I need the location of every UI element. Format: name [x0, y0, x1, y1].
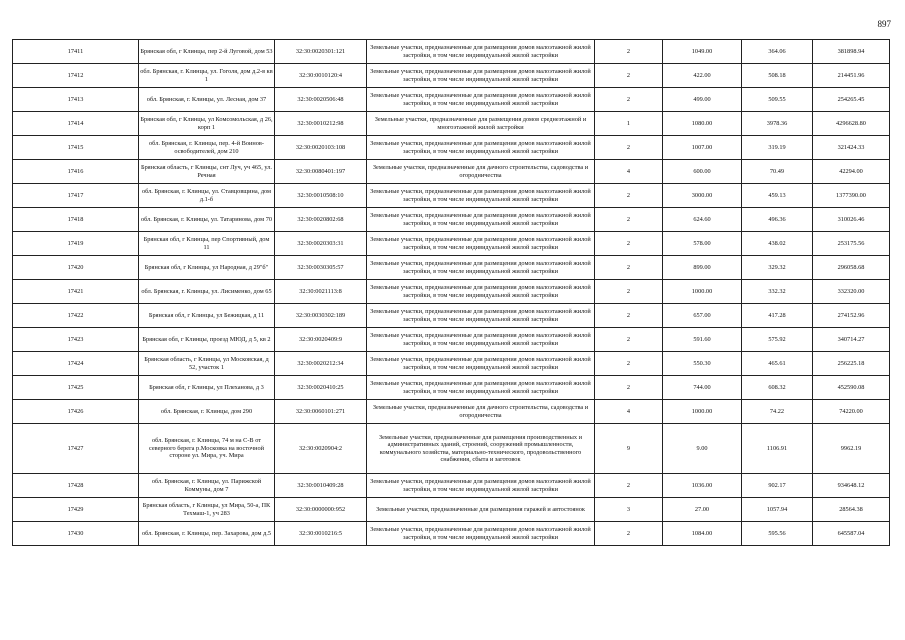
row-id-cell: 17412 — [13, 64, 139, 88]
area-cell: 899.00 — [663, 256, 742, 280]
land-use-cell: Земельные участки, предназначенные для размещения гаражей и автостоянок — [367, 498, 595, 522]
land-use-cell: Земельные участки, предназначенные для размещения домов малоэтажной жилой застройки, в том числе индивидуальной жилой застройки — [367, 208, 595, 232]
cadastral-number-cell: 32:30:0060101:271 — [275, 400, 367, 424]
row-id-cell: 17420 — [13, 256, 139, 280]
cadastral-number-cell: 32:30:0020410:25 — [275, 376, 367, 400]
land-use-cell: Земельные участки, предназначенные для размещения домов малоэтажной жилой застройки, в том числе индивидуальной жилой застройки — [367, 474, 595, 498]
land-use-cell: Земельные участки, предназначенные для размещения домов малоэтажной жилой застройки, в том числе индивидуальной жилой застройки — [367, 280, 595, 304]
group-cell: 9 — [595, 424, 663, 474]
address-cell: обл. Брянская, г. Клинцы, пер. 4-й Воинов-освободителей, дом 210 — [139, 136, 275, 160]
cadastral-number-cell: 32:30:0010216:5 — [275, 522, 367, 546]
cadastral-registry-table — [12, 39, 890, 546]
cadastral-value-cell: 296058.68 — [813, 256, 890, 280]
table-row — [13, 400, 890, 424]
address-cell: Брянская обл, г Клинцы, ул Плеханова, д 3 — [139, 376, 275, 400]
specific-value-cell: 509.55 — [742, 88, 813, 112]
row-id-cell: 17427 — [13, 424, 139, 474]
address-cell: обл. Брянская, г. Клинцы, дом 290 — [139, 400, 275, 424]
land-use-cell: Земельные участки, предназначенные для размещения производственных и административных зданий, строений, сооружений промышленности, коммунального хозяйства, материально-технического, продовольственного снабжения, сбыта и заготовок — [367, 424, 595, 474]
specific-value-cell: 595.56 — [742, 522, 813, 546]
cadastral-number-cell: 32:30:0080401:197 — [275, 160, 367, 184]
cadastral-number-cell: 32:30:0030302:189 — [275, 304, 367, 328]
address-cell: Брянская обл, г Клинцы, проезд МЮД, д 5, кв 2 — [139, 328, 275, 352]
table-row — [13, 424, 890, 474]
address-cell: обл. Брянская, г. Клинцы, ул. Лесная, дом 37 — [139, 88, 275, 112]
table-row — [13, 498, 890, 522]
specific-value-cell: 902.17 — [742, 474, 813, 498]
cadastral-value-cell: 254265.45 — [813, 88, 890, 112]
row-id-cell: 17429 — [13, 498, 139, 522]
table-row — [13, 232, 890, 256]
area-cell: 550.30 — [663, 352, 742, 376]
cadastral-number-cell: 32:30:0010212:98 — [275, 112, 367, 136]
cadastral-value-cell: 274152.96 — [813, 304, 890, 328]
area-cell: 1007.00 — [663, 136, 742, 160]
specific-value-cell: 364.06 — [742, 40, 813, 64]
address-cell: Брянская обл, г Клинцы, ул Комсомольская, д 26, корп 1 — [139, 112, 275, 136]
table-row — [13, 208, 890, 232]
group-cell: 2 — [595, 304, 663, 328]
group-cell: 2 — [595, 280, 663, 304]
land-use-cell: Земельные участки, предназначенные для размещения домов малоэтажной жилой застройки, в том числе индивидуальной жилой застройки — [367, 64, 595, 88]
land-use-cell: Земельные участки, предназначенные для размещения домов малоэтажной жилой застройки, в том числе индивидуальной жилой застройки — [367, 328, 595, 352]
group-cell: 2 — [595, 184, 663, 208]
cadastral-number-cell: 32:30:0020212:34 — [275, 352, 367, 376]
address-cell: Брянская обл, г Клинцы, пер Спортивный, дом 11 — [139, 232, 275, 256]
specific-value-cell: 319.19 — [742, 136, 813, 160]
group-cell: 2 — [595, 88, 663, 112]
area-cell: 657.00 — [663, 304, 742, 328]
area-cell: 600.00 — [663, 160, 742, 184]
cadastral-value-cell: 4296628.80 — [813, 112, 890, 136]
table-row — [13, 304, 890, 328]
area-cell: 3000.00 — [663, 184, 742, 208]
group-cell: 2 — [595, 474, 663, 498]
table-row — [13, 88, 890, 112]
cadastral-number-cell: 32:30:0020802:68 — [275, 208, 367, 232]
cadastral-value-cell: 340714.27 — [813, 328, 890, 352]
address-cell: Брянская область, г Клинцы, ул Мира, 50-а, ПК Техмаш-1, уч 283 — [139, 498, 275, 522]
row-id-cell: 17423 — [13, 328, 139, 352]
group-cell: 2 — [595, 352, 663, 376]
cadastral-value-cell: 74220.00 — [813, 400, 890, 424]
address-cell: обл. Брянская, г. Клинцы, ул. Парижской Коммуны, дом 7 — [139, 474, 275, 498]
cadastral-number-cell: 32:30:0020301:121 — [275, 40, 367, 64]
specific-value-cell: 74.22 — [742, 400, 813, 424]
area-cell: 9.00 — [663, 424, 742, 474]
group-cell: 1 — [595, 112, 663, 136]
specific-value-cell: 508.18 — [742, 64, 813, 88]
address-cell: обл. Брянская, г. Клинцы, 74 м на С-В от северного берега р.Московка на восточной стороне ул. Мира, уч. Мира — [139, 424, 275, 474]
group-cell: 3 — [595, 498, 663, 522]
specific-value-cell: 1057.94 — [742, 498, 813, 522]
cadastral-number-cell: 32:30:0010120:4 — [275, 64, 367, 88]
table-row — [13, 328, 890, 352]
land-use-cell: Земельные участки, предназначенные для размещения домов малоэтажной жилой застройки, в том числе индивидуальной жилой застройки — [367, 376, 595, 400]
specific-value-cell: 329.32 — [742, 256, 813, 280]
row-id-cell: 17426 — [13, 400, 139, 424]
table-row — [13, 160, 890, 184]
row-id-cell: 17425 — [13, 376, 139, 400]
address-cell: обл. Брянская, г. Клинцы, ул. Лисименко, дом 65 — [139, 280, 275, 304]
group-cell: 2 — [595, 232, 663, 256]
address-cell: обл. Брянская, г. Клинцы, пер. Захарова, дом д.5 — [139, 522, 275, 546]
address-cell: Брянская обл, г Клинцы, ул Народная, д 29"б" — [139, 256, 275, 280]
address-cell: Брянская обл, г Клинцы, ул Бежицкая, д 11 — [139, 304, 275, 328]
area-cell: 1000.00 — [663, 280, 742, 304]
land-use-cell: Земельные участки, предназначенные для размещения домов малоэтажной жилой застройки, в том числе индивидуальной жилой застройки — [367, 304, 595, 328]
land-use-cell: Земельные участки, предназначенные для размещения домов малоэтажной жилой застройки, в том числе индивидуальной жилой застройки — [367, 256, 595, 280]
area-cell: 27.00 — [663, 498, 742, 522]
land-use-cell: Земельные участки, предназначенные для размещения домов малоэтажной жилой застройки, в том числе индивидуальной жилой застройки — [367, 136, 595, 160]
cadastral-number-cell: 32:30:0010409:28 — [275, 474, 367, 498]
table-row — [13, 136, 890, 160]
area-cell: 578.00 — [663, 232, 742, 256]
address-cell: Брянская область, г Клинцы, ул Московская, д 52, участок 1 — [139, 352, 275, 376]
cadastral-number-cell: 32:30:0020103:108 — [275, 136, 367, 160]
specific-value-cell: 496.36 — [742, 208, 813, 232]
group-cell: 2 — [595, 256, 663, 280]
group-cell: 2 — [595, 136, 663, 160]
specific-value-cell: 70.49 — [742, 160, 813, 184]
area-cell: 591.60 — [663, 328, 742, 352]
table-row — [13, 184, 890, 208]
land-use-cell: Земельные участки, предназначенные для дачного строительства, садоводства и огородничества — [367, 160, 595, 184]
table-row — [13, 40, 890, 64]
specific-value-cell: 459.13 — [742, 184, 813, 208]
table-row — [13, 64, 890, 88]
cadastral-number-cell: 32:30:0020506:48 — [275, 88, 367, 112]
group-cell: 4 — [595, 400, 663, 424]
row-id-cell: 17416 — [13, 160, 139, 184]
area-cell: 1000.00 — [663, 400, 742, 424]
area-cell: 624.60 — [663, 208, 742, 232]
land-use-cell: Земельные участки, предназначенные для размещения домов малоэтажной жилой застройки, в том числе индивидуальной жилой застройки — [367, 40, 595, 64]
row-id-cell: 17419 — [13, 232, 139, 256]
row-id-cell: 17415 — [13, 136, 139, 160]
cadastral-value-cell: 1377390.00 — [813, 184, 890, 208]
address-cell: Брянская обл, г Клинцы, пер 2-й Луговой, дом 53 — [139, 40, 275, 64]
area-cell: 499.00 — [663, 88, 742, 112]
group-cell: 2 — [595, 328, 663, 352]
address-cell: Брянская область, г Клинцы, снт Луч, уч 465, ул. Речная — [139, 160, 275, 184]
group-cell: 2 — [595, 376, 663, 400]
row-id-cell: 17430 — [13, 522, 139, 546]
row-id-cell: 17421 — [13, 280, 139, 304]
address-cell: обл. Брянская, г. Клинцы, ул. Татаринова, дом 70 — [139, 208, 275, 232]
row-id-cell: 17418 — [13, 208, 139, 232]
specific-value-cell: 3978.36 — [742, 112, 813, 136]
specific-value-cell: 438.02 — [742, 232, 813, 256]
cadastral-number-cell: 32:30:0000000:952 — [275, 498, 367, 522]
cadastral-value-cell: 42294.00 — [813, 160, 890, 184]
group-cell: 2 — [595, 64, 663, 88]
cadastral-value-cell: 9962.19 — [813, 424, 890, 474]
land-use-cell: Земельные участки, предназначенные для размещения домов малоэтажной жилой застройки, в том числе индивидуальной жилой застройки — [367, 352, 595, 376]
cadastral-value-cell: 253175.56 — [813, 232, 890, 256]
group-cell: 2 — [595, 522, 663, 546]
cadastral-number-cell: 32:30:0010508:10 — [275, 184, 367, 208]
land-use-cell: Земельные участки, предназначенные для размещения домов малоэтажной жилой застройки, в том числе индивидуальной жилой застройки — [367, 232, 595, 256]
cadastral-number-cell: 32:30:0020904:2 — [275, 424, 367, 474]
area-cell: 1084.00 — [663, 522, 742, 546]
row-id-cell: 17422 — [13, 304, 139, 328]
cadastral-value-cell: 310026.46 — [813, 208, 890, 232]
table-row — [13, 256, 890, 280]
area-cell: 422.00 — [663, 64, 742, 88]
table-row — [13, 112, 890, 136]
address-cell: обл. Брянская, г. Клинцы, ул. Ставцовщина, дом д.1-б — [139, 184, 275, 208]
table-row — [13, 280, 890, 304]
cadastral-number-cell: 32:30:0020303:31 — [275, 232, 367, 256]
specific-value-cell: 1106.91 — [742, 424, 813, 474]
table-row — [13, 376, 890, 400]
cadastral-value-cell: 28564.38 — [813, 498, 890, 522]
land-use-cell: Земельные участки, предназначенные для размещения домов малоэтажной жилой застройки, в том числе индивидуальной жилой застройки — [367, 184, 595, 208]
group-cell: 2 — [595, 208, 663, 232]
specific-value-cell: 608.32 — [742, 376, 813, 400]
specific-value-cell: 417.28 — [742, 304, 813, 328]
cadastral-number-cell: 32:30:0030305:57 — [275, 256, 367, 280]
cadastral-value-cell: 381898.94 — [813, 40, 890, 64]
specific-value-cell: 332.32 — [742, 280, 813, 304]
specific-value-cell: 465.61 — [742, 352, 813, 376]
land-use-cell: Земельные участки, предназначенные для размещения домов среднеэтажной и многоэтажной жилой застройки — [367, 112, 595, 136]
row-id-cell: 17417 — [13, 184, 139, 208]
area-cell: 1080.00 — [663, 112, 742, 136]
row-id-cell: 17414 — [13, 112, 139, 136]
specific-value-cell: 575.92 — [742, 328, 813, 352]
table-row — [13, 474, 890, 498]
table-row — [13, 522, 890, 546]
row-id-cell: 17428 — [13, 474, 139, 498]
address-cell: обл. Брянская, г. Клинцы, ул. Гоголя, дом д.2-в кв 1 — [139, 64, 275, 88]
cadastral-value-cell: 332320.00 — [813, 280, 890, 304]
area-cell: 1036.00 — [663, 474, 742, 498]
cadastral-value-cell: 321424.33 — [813, 136, 890, 160]
cadastral-value-cell: 214451.96 — [813, 64, 890, 88]
area-cell: 744.00 — [663, 376, 742, 400]
land-use-cell: Земельные участки, предназначенные для дачного строительства, садоводства и огородничества — [367, 400, 595, 424]
cadastral-number-cell: 32:30:0020409:9 — [275, 328, 367, 352]
cadastral-value-cell: 256225.18 — [813, 352, 890, 376]
land-use-cell: Земельные участки, предназначенные для размещения домов малоэтажной жилой застройки, в том числе индивидуальной жилой застройки — [367, 88, 595, 112]
row-id-cell: 17411 — [13, 40, 139, 64]
cadastral-value-cell: 452590.08 — [813, 376, 890, 400]
cadastral-value-cell: 934648.12 — [813, 474, 890, 498]
land-use-cell: Земельные участки, предназначенные для размещения домов малоэтажной жилой застройки, в том числе индивидуальной жилой застройки — [367, 522, 595, 546]
cadastral-number-cell: 32:30:0021113:8 — [275, 280, 367, 304]
group-cell: 2 — [595, 40, 663, 64]
page-number: 897 — [877, 19, 891, 29]
group-cell: 4 — [595, 160, 663, 184]
row-id-cell: 17413 — [13, 88, 139, 112]
table-row — [13, 352, 890, 376]
row-id-cell: 17424 — [13, 352, 139, 376]
area-cell: 1049.00 — [663, 40, 742, 64]
cadastral-value-cell: 645587.04 — [813, 522, 890, 546]
